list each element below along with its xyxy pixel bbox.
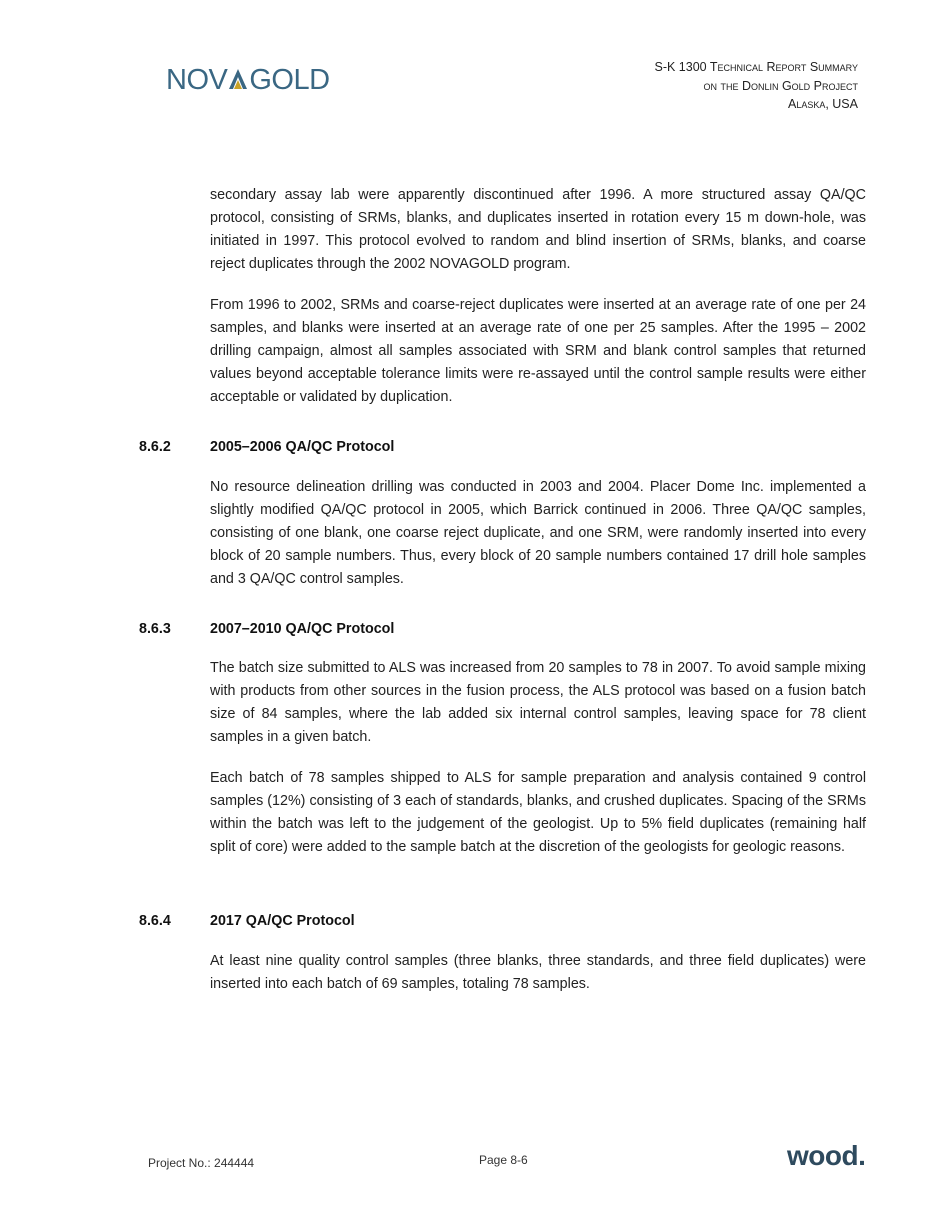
section-title-8-6-2: 2005–2006 QA/QC Protocol — [210, 439, 395, 455]
section-title-8-6-4: 2017 QA/QC Protocol — [210, 913, 355, 929]
logo-text-right: GOLD — [249, 64, 330, 96]
paragraph-1: secondary assay lab were apparently discontinued after 1996. A more structured assay QA/QC protocol, consisting of SRMs, blanks, and duplicates inserted in rotation every 15 m down-hole, was initiated in 1997. This protocol evolved to random and blind insertion of SRMs, blanks, and coarse reject duplicates through the 2002 NOVAGOLD program. — [210, 187, 866, 272]
section-number-8-6-2: 8.6.2 — [139, 439, 171, 455]
paragraph-6: At least nine quality control samples (three blanks, three standards, and three field duplicates) were inserted into each batch of 69 samples, totaling 78 samples. — [210, 953, 866, 992]
novagold-logo — [166, 63, 330, 97]
wood-logo: wood. — [787, 1140, 866, 1171]
report-title-line-3: Alaska, USA — [787, 97, 858, 111]
section-number-8-6-3: 8.6.3 — [139, 621, 171, 637]
paragraph-2: From 1996 to 2002, SRMs and coarse-reject duplicates were inserted at an average rate of one per 24 samples, and blanks were inserted at an average rate of one per 25 samples. After the 1995 – 2002 drilling campaign, almost all samples associated with SRM and blank control samples that returned values beyond acceptable tolerance limits were re-assayed until the control sample results were either acceptable or validated by duplication. — [210, 297, 866, 405]
section-number-8-6-4: 8.6.4 — [139, 913, 171, 929]
logo-text-left: NOV — [166, 64, 228, 96]
footer-project-number: Project No.: 244444 — [148, 1156, 255, 1170]
paragraph-3: No resource delineation drilling was conducted in 2003 and 2004. Placer Dome Inc. implemented a slightly modified QA/QC protocol in 2005, which Barrick continued in 2006. Three QA/QC samples, consisting of one blank, one coarse reject duplicate, and one SRM, were randomly inserted into every block of 20 sample numbers. Thus, every block of 20 sample numbers contained 17 drill hole samples and 3 QA/QC control samples. — [210, 479, 866, 587]
paragraph-4: The batch size submitted to ALS was increased from 20 samples to 78 in 2007. To avoid sample mixing with products from other sources in the fusion process, the ALS protocol was based on a fusion batch size of 84 samples, where the lab added six internal control samples, leaving space for 78 client samples in a given batch. — [210, 660, 866, 745]
section-title-8-6-3: 2007–2010 QA/QC Protocol — [210, 621, 395, 637]
logo-a-triangle-icon — [228, 64, 248, 86]
paragraph-5: Each batch of 78 samples shipped to ALS for sample preparation and analysis contained 9 control samples (12%) consisting of 3 each of standards, blanks, and crushed duplicates. Spacing of the SRMs within the batch was left to the judgement of the geologist. Up to 5% field duplicates (remaining half split of core) were added to the sample batch at the discretion of the geologists for geologic reasons. — [210, 770, 866, 855]
report-title-line-1: S-K 1300 Technical Report Summary — [654, 60, 858, 74]
report-title-line-2: on the Donlin Gold Project — [703, 78, 858, 93]
report-title-block — [655, 58, 859, 114]
footer-page-number: Page 8-6 — [479, 1153, 528, 1167]
